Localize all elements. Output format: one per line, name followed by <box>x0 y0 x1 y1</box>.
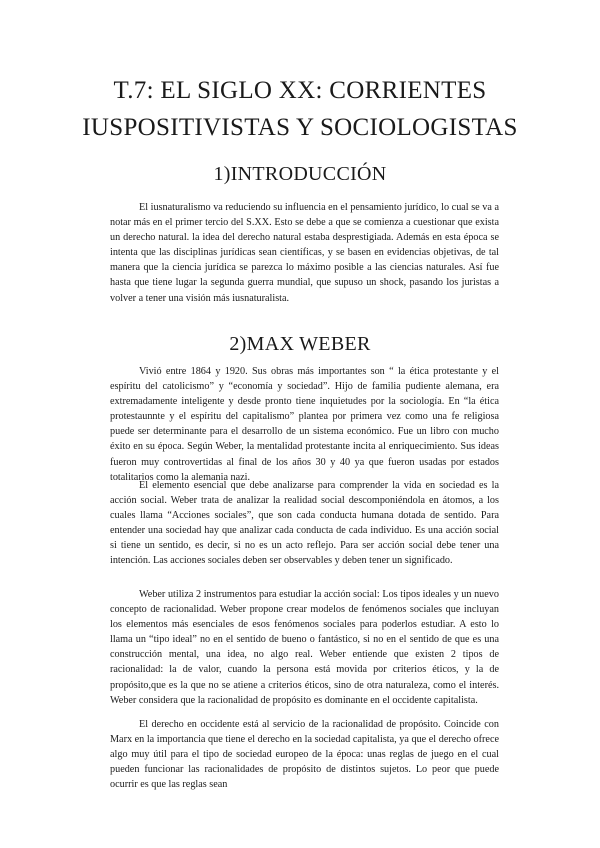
paragraph-weber-biografia: Vivió entre 1864 y 1920. Sus obras más importantes son “ la ética protestante y el espíritu del catolicismo” y “economía y sociedad”. Hijo de familia pudiente alemana, era extremadamente inteligente y desde pronto tiene inquietudes por la sociología. En “la ética protestaunnte y el espíritu del capitalismo” plantea por primera vez como una fe religiosa puede ser determinante para el desarrollo de un sistema económico. Fue un libro con mucho éxito en su época. Según Weber, la mentalidad protestante incita al enriquecimiento. Sus ideas fueron muy controvertidas al final de los años 30 y 40 ya que fueron usadas por estados totalitarios como la alemania nazi. <box>110 366 499 483</box>
section-heading-introduccion: 1)INTRODUCCIÓN <box>213 163 387 185</box>
paragraph-tipos-ideales: Weber utiliza 2 instrumentos para estudiar la acción social: Los tipos ideales y un nuevo concepto de racionalidad. Weber propone crear modelos de fenómenos sociales que incluyan los elementos más esenciales de esos fenómenos sociales para poderlos estudiar. A esto lo llama un “tipo ideal” no en el sentido de bueno o fantástico, si no en el sentido de que es una construcción mental, una idea, no algo real. Weber entiende que existen 2 tipos de racionalidad: la de valor, cuando la persona está movida por criterios éticos, y la de propósito,que es la que no se atiene a criterios éticos, sino de otra naturaleza, como el interés. Weber considera que la racionalidad de propósito es dominante en el occidente capitalista. <box>110 589 499 706</box>
paragraph-accion-social: El elemento esencial que debe analizarse para comprender la vida en sociedad es la acción social. Weber trata de analizar la realidad social descomponiéndola en átomos, a los cuales llama “Acciones sociales”, que son cada conducta humana dotada de sentido. Para entender una sociedad hay que analizar cada conducta de cada individuo. Es una acción social si tiene un sentido, es decir, si no es un acto reflejo. Para ser acción social debe tener una intención. Las acciones sociales deben ser observables y deben tener un significado. <box>110 480 499 567</box>
paragraph-derecho-occidente: El derecho en occidente está al servicio de la racionalidad de propósito. Coincide con Marx en la importancia que tiene el derecho en la sociedad capitalista, ya que el derecho ofrece algo muy útil para el tipo de sociedad europeo de la época: unas reglas de juego en el cual pueden funcionar las racionalidades de propósito de distintos sujetos. Lo peor que puede ocurrir es que las reglas sean <box>110 719 499 791</box>
paragraph-introduccion: El iusnaturalismo va reduciendo su influencia en el pensamiento jurídico, lo cual se va a notar más en el primer tercio del S.XX. Esto se debe a que se comienza a cuestionar que exista un derecho natural. la idea del derecho natural estaba desprestigiada. Además en esta época se intenta que las disciplinas jurídicas sean científicas, y se basen en evidencias objetivas, de tal manera que la ciencia jurídica se parezca lo máximo posible a las ciencias naturales. Así fue hasta que tiene lugar la segunda guerra mundial, que supuso un shock, pasando los juristas a volver a tener una visión más iusnaturalista. <box>110 202 499 304</box>
section-heading-max-weber: 2)MAX WEBER <box>229 333 371 355</box>
document-title: T.7: EL SIGLO XX: CORRIENTES IUSPOSITIVISTAS Y SOCIOLOGISTAS <box>82 77 518 141</box>
